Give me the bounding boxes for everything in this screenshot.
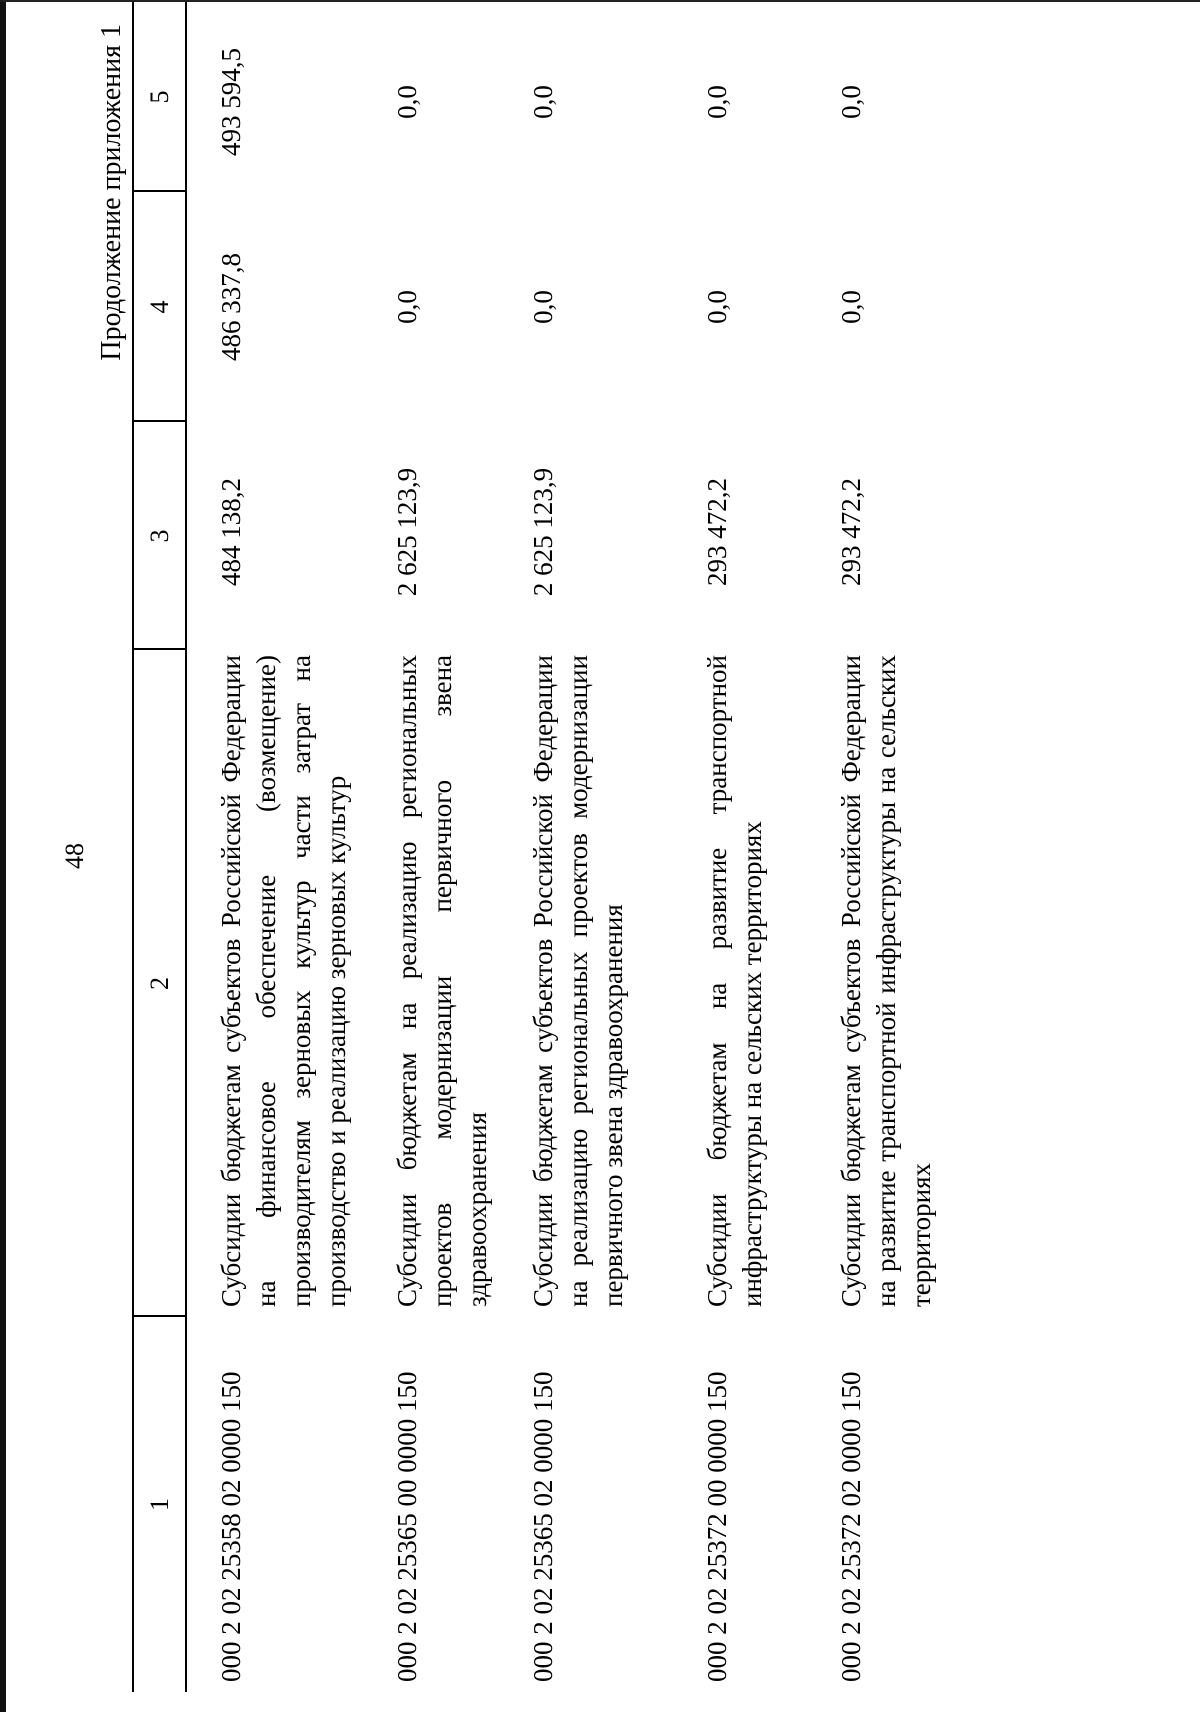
row-description: Субсидии бюджетам на реализацию региональных проектов модернизации первичного звена здравоохранения — [392, 655, 492, 1307]
row-value-col3: 293 472,2 — [702, 478, 732, 586]
row-description: Субсидии бюджетам субъектов Российской Федерации на реализацию региональных проектов модернизации первичного звена здравоохранения — [528, 655, 628, 1307]
row-value-col4: 0,0 — [392, 290, 422, 324]
row-description: Субсидии бюджетам на развитие транспортной инфраструктуры на сельских территориях — [702, 655, 767, 1307]
row-value-col3: 293 472,2 — [836, 478, 866, 586]
row-value-col3: 2 625 123,9 — [528, 467, 558, 597]
header-col-4: 4 — [145, 300, 174, 314]
row-description: Субсидии бюджетам субъектов Российской Федерации на финансовое обеспечение (возмещение) производителям зерновых культур части затрат на производство и реализацию зерновых культур — [216, 655, 351, 1307]
row-value-col4: 0,0 — [702, 290, 732, 324]
row-code: 000 2 02 25365 00 0000 150 — [392, 1371, 422, 1682]
row-code: 000 2 02 25372 00 0000 150 — [702, 1371, 732, 1682]
row-value-col5: 0,0 — [392, 85, 422, 119]
header-col-5: 5 — [145, 90, 174, 104]
row-value-col3: 2 625 123,9 — [392, 467, 422, 597]
row-description: Субсидии бюджетам субъектов Российской Федерации на развитие транспортной инфраструктуры на сельских территориях — [836, 655, 936, 1307]
table-top-border — [132, 2, 134, 1692]
header-col-2: 2 — [145, 977, 174, 990]
row-value-col3: 484 138,2 — [216, 478, 246, 586]
row-value-col4: 0,0 — [528, 290, 558, 324]
row-value-col5: 0,0 — [528, 85, 558, 119]
header-col-3: 3 — [145, 529, 174, 543]
row-value-col5: 0,0 — [836, 85, 866, 119]
row-value-col5: 0,0 — [702, 85, 732, 119]
page-number: 48 — [60, 843, 89, 869]
row-value-col5: 493 594,5 — [216, 48, 246, 156]
row-code: 000 2 02 25358 02 0000 150 — [216, 1371, 246, 1682]
header-col-1: 1 — [145, 1498, 174, 1511]
continuation-note: Продолжение приложения 1 — [96, 24, 127, 361]
row-code: 000 2 02 25372 02 0000 150 — [836, 1371, 866, 1682]
header-bottom-border — [185, 2, 187, 1692]
row-code: 000 2 02 25365 02 0000 150 — [528, 1371, 558, 1682]
row-value-col4: 0,0 — [836, 290, 866, 324]
row-value-col4: 486 337,8 — [216, 253, 246, 361]
